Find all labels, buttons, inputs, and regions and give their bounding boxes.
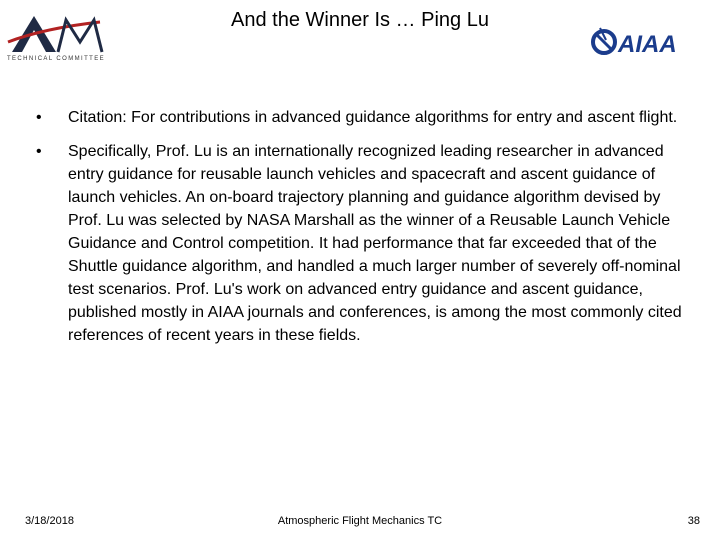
- bullet-dot-icon: •: [36, 143, 42, 160]
- footer-title: Atmospheric Flight Mechanics TC: [277, 515, 443, 527]
- slide-title: And the Winner Is … Ping Lu: [231, 9, 489, 31]
- afm-logo-caption: TECHNICAL COMMITTEE: [6, 56, 106, 62]
- aiaa-logo-icon: [588, 20, 712, 60]
- bullet-text: Citation: For contributions in advanced guidance algorithms for entry and ascent flight.: [68, 109, 678, 126]
- bullet-list: [36, 106, 696, 358]
- afm-technical-committee-logo-icon: [4, 12, 108, 56]
- bullet-text: Specifically, Prof. Lu is an internationally recognized leading researcher in advanced entry guidance for reusable launch vehicles and spacecraft and ascent guidance of launch vehicles. An on-board trajectory planning and guidance algorithm devised by Prof. Lu was selected by NASA Marshall as the winner of a Reusable Launch Vehicle Guidance and Control competition. It had performance that far exceeded that of the Shuttle guidance algorithm, and handled a much larger number of severely off-nominal test scenarios. Prof. Lu's work on advanced entry guidance and ascent guidance, published mostly in AIAA journals and conferences, is among the most commonly cited references of recent years in these fields.: [68, 143, 682, 344]
- bullet-dot-icon: •: [36, 109, 42, 126]
- aiaa-logo-text: AIAA: [618, 31, 677, 58]
- page-number: 38: [687, 515, 700, 527]
- bullet-citation: [36, 106, 696, 129]
- footer-date: 3/18/2018: [25, 515, 74, 527]
- aiaa-logo: [588, 20, 712, 60]
- afm-logo: [4, 12, 108, 64]
- bullet-specifically: [36, 140, 696, 347]
